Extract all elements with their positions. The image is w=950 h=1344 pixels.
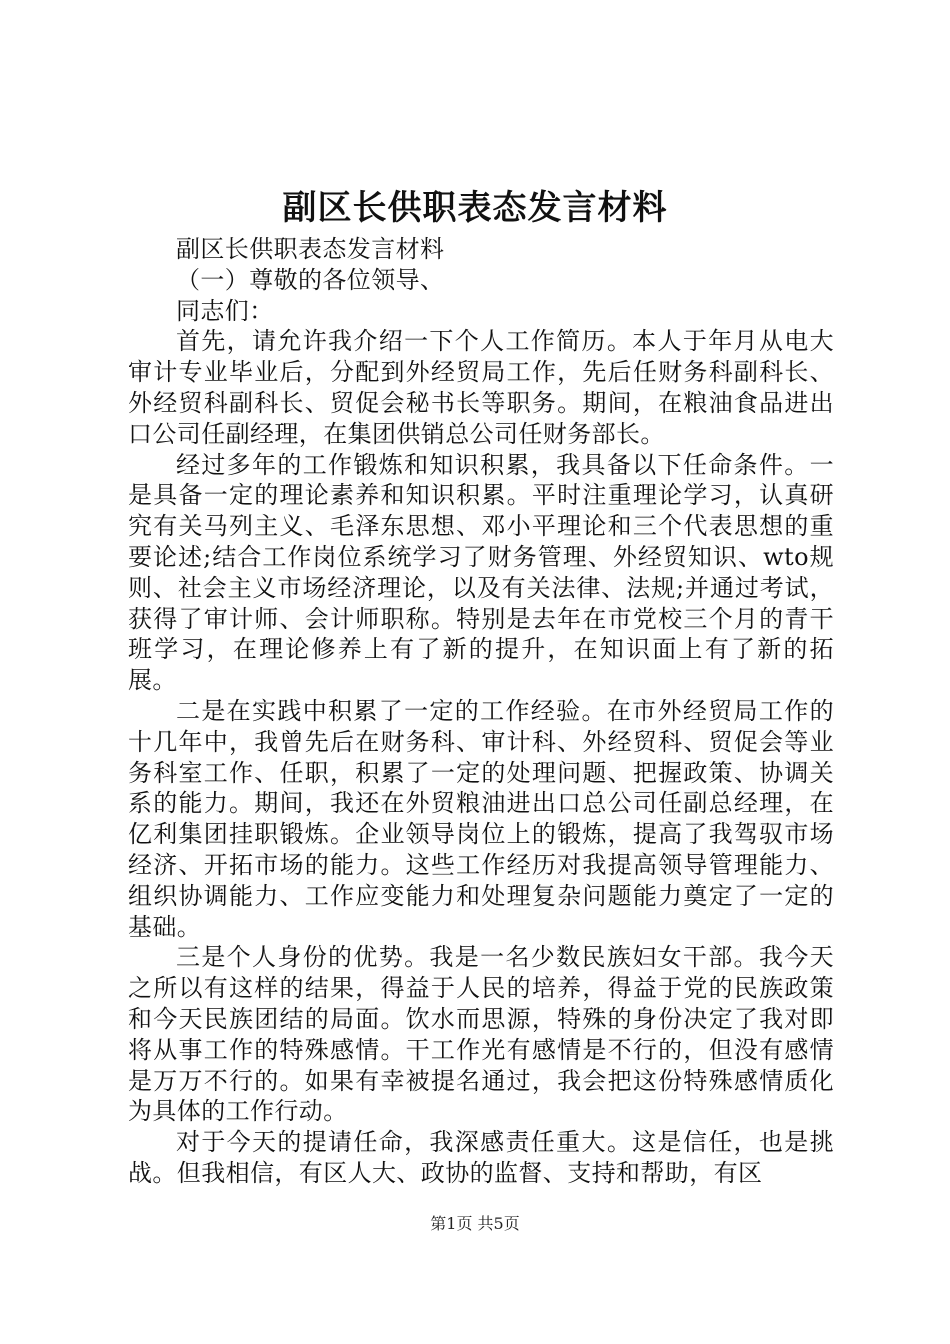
document-body (128, 234, 834, 1189)
paragraph-salutation-1: （一）尊敬的各位领导、 (176, 265, 445, 294)
paragraph-qualification-identity: 三是个人身份的优势。我是一名少数民族妇女干部。我今天之所以有这样的结果，得益于人民的培养，得益于党的民族政策和今天民族团结的局面。饮水而思源，特殊的身份决定了我对即将从事工作的特殊感情。干工作光有感情是不行的，但没有感情是万万不行的。如果有幸被提名通过，我会把这份特殊感情质化为具体的工作行动。 (128, 943, 834, 1126)
paragraph-salutation-2: 同志们： (176, 296, 274, 325)
document-title: 副区长供职表态发言材料 (282, 188, 668, 228)
paragraph-qualification-experience: 二是在实践中积累了一定的工作经验。在市外经贸局工作的十几年中，我曾先后在财务科、审计科、外经贸科、贸促会等业务科室工作、任职，积累了一定的处理问题、把握政策、协调关系的能力。期间，我还在外贸粮油进出口总公司任副总经理，在亿利集团挂职锻炼。企业领导岗位上的锻炼，提高了我驾驭市场经济、开拓市场的能力。这些工作经历对我提高领导管理能力、组织协调能力、工作应变能力和处理复杂问题能力奠定了一定的基础。 (128, 696, 834, 941)
page-number-footer: 第1页 共5页 (430, 1214, 520, 1233)
paragraph-qualification-theory: 经过多年的工作锻炼和知识积累，我具备以下任命条件。一是具备一定的理论素养和知识积累。平时注重理论学习，认真研究有关马列主义、毛泽东思想、邓小平理论和三个代表思想的重要论述;结合工作岗位系统学习了财务管理、外经贸知识、wto规则、社会主义市场经济理论，以及有关法律、法规;并通过考试，获得了审计师、会计师职称。特别是去年在市党校三个月的青干班学习，在理论修养上有了新的提升，在知识面上有了新的拓展。 (128, 450, 834, 695)
paragraph-resume: 首先，请允许我介绍一下个人工作简历。本人于年月从电大审计专业毕业后，分配到外经贸局工作，先后任财务科副科长、外经贸科副科长、贸促会秘书长等职务。期间，在粮油食品进出口公司任副经理，在集团供销总公司任财务部长。 (128, 327, 834, 448)
paragraph-subtitle: 副区长供职表态发言材料 (176, 235, 445, 263)
paragraph-responsibility: 对于今天的提请任命，我深感责任重大。这是信任，也是挑战。但我相信，有区人大、政协的监督、支持和帮助，有区 (128, 1128, 834, 1187)
